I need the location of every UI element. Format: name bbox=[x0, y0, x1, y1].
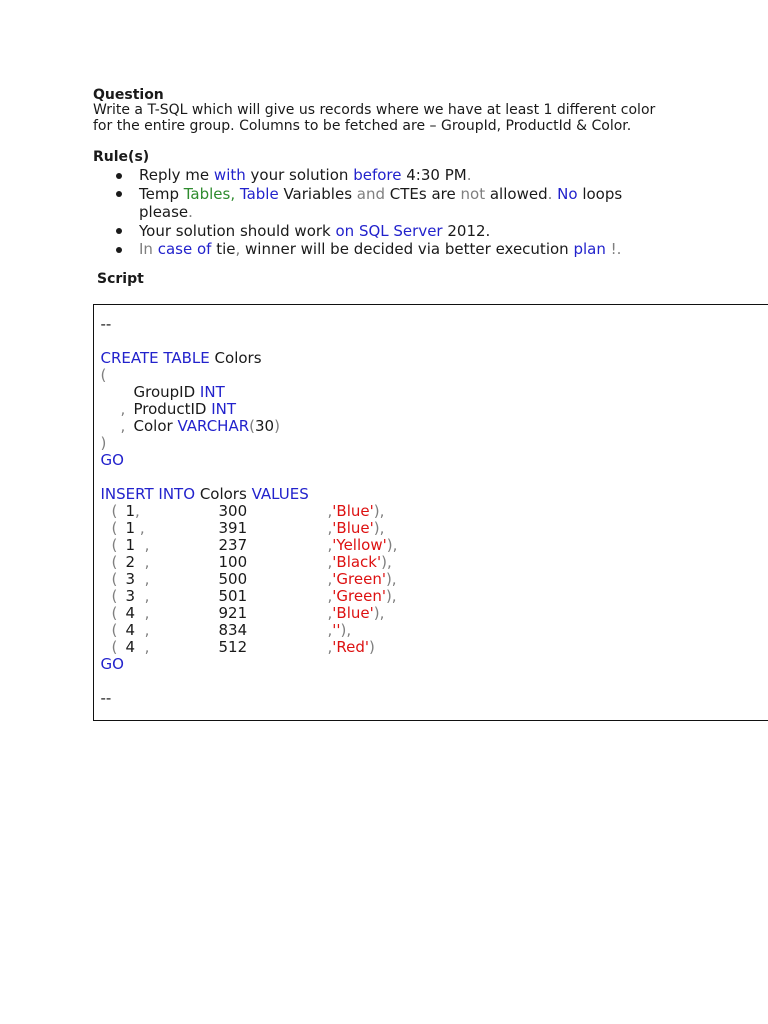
rule-text-segment: with bbox=[213, 166, 246, 184]
row-group-id bbox=[126, 622, 150, 639]
column-length: 30 bbox=[255, 416, 275, 435]
rule-text-segment: your solution bbox=[245, 166, 354, 184]
values-row bbox=[101, 588, 501, 605]
rule-text-segment: Your solution should work bbox=[139, 221, 336, 240]
rule-text-segment: CTEs are bbox=[385, 184, 461, 203]
row-close: ), bbox=[385, 586, 397, 605]
row-color bbox=[328, 588, 397, 605]
length-close-paren: ) bbox=[274, 416, 280, 435]
color-separator: , bbox=[327, 501, 333, 520]
column-definition bbox=[101, 418, 401, 435]
row-close: ), bbox=[386, 535, 398, 554]
values-row bbox=[101, 503, 501, 520]
values-keyword: VALUES bbox=[251, 484, 309, 503]
rule-text-segment: No bbox=[557, 184, 578, 203]
insert-line bbox=[101, 486, 309, 503]
values-row bbox=[101, 605, 501, 622]
open-paren: ( bbox=[100, 365, 107, 384]
color-value: 'Black' bbox=[332, 552, 382, 571]
color-value: 'Blue' bbox=[332, 603, 374, 622]
group-id-separator: , bbox=[135, 552, 150, 571]
row-color bbox=[328, 537, 398, 554]
row-close: ), bbox=[381, 552, 392, 571]
bullet-icon bbox=[116, 247, 122, 253]
rule-text-segment: please bbox=[139, 203, 189, 221]
group-id-separator: , bbox=[135, 637, 150, 656]
table-name: Colors bbox=[199, 484, 247, 503]
color-value: 'Green' bbox=[332, 586, 386, 605]
code-comment-line: -- bbox=[100, 688, 112, 707]
group-id-value: 2 bbox=[125, 552, 136, 571]
bullet-icon bbox=[116, 191, 122, 197]
row-color bbox=[328, 554, 392, 571]
rule-text-segment: winner will be decided via better execution bbox=[240, 240, 574, 258]
column-separator: , bbox=[120, 416, 126, 435]
color-separator: , bbox=[327, 586, 333, 605]
rule-text-segment: allowed bbox=[485, 184, 548, 203]
rule-text-segment: case of bbox=[157, 240, 212, 258]
column-name-type bbox=[134, 401, 237, 418]
row-product-id: 500 bbox=[218, 569, 248, 588]
column-type: INT bbox=[199, 382, 225, 401]
row-open-paren: ( bbox=[111, 569, 118, 588]
column-name-type bbox=[134, 418, 280, 435]
rule-text-segment: on SQL Server bbox=[335, 221, 443, 240]
rule-text-segment: before bbox=[353, 166, 402, 184]
question-text-line: for the entire group. Columns to be fetched are – GroupId, ProductId & Color. bbox=[93, 118, 632, 134]
create-table-line bbox=[101, 350, 262, 367]
values-row bbox=[101, 554, 501, 571]
color-separator: , bbox=[327, 637, 333, 656]
rule-item bbox=[0, 185, 680, 222]
values-row bbox=[101, 520, 501, 537]
script-heading: Script bbox=[97, 271, 144, 287]
rule-text-line bbox=[139, 185, 680, 204]
column-name: ProductID bbox=[133, 399, 207, 418]
rule-text-segment: In bbox=[139, 240, 158, 258]
rule-text-segment: not bbox=[460, 184, 486, 203]
create-table-keyword: CREATE TABLE bbox=[100, 348, 210, 367]
rule-item bbox=[0, 240, 680, 259]
code-comment-line: -- bbox=[100, 314, 112, 333]
row-open-paren: ( bbox=[111, 501, 118, 520]
row-open-paren: ( bbox=[111, 535, 118, 554]
rule-text-segment: Variables bbox=[278, 184, 357, 203]
row-open-paren: ( bbox=[111, 637, 118, 656]
rule-text-line bbox=[139, 166, 680, 185]
group-id-value: 1 bbox=[125, 535, 136, 554]
color-separator: , bbox=[327, 620, 333, 639]
group-id-value: 4 bbox=[125, 620, 136, 639]
column-definition bbox=[101, 401, 401, 418]
row-product-id: 391 bbox=[218, 518, 248, 537]
row-open-paren: ( bbox=[111, 603, 118, 622]
script-code-box bbox=[93, 304, 768, 721]
row-group-id bbox=[126, 503, 140, 520]
values-row bbox=[101, 622, 501, 639]
group-id-separator: , bbox=[135, 620, 150, 639]
rule-text-segment: . bbox=[547, 184, 558, 203]
rule-text-segment: . bbox=[188, 203, 193, 221]
color-value: 'Green' bbox=[332, 569, 386, 588]
row-group-id bbox=[126, 520, 145, 537]
rules-list bbox=[0, 166, 680, 259]
rule-text-segment: 4:30 PM bbox=[401, 166, 467, 184]
color-value: 'Red' bbox=[332, 637, 370, 656]
rules-heading: Rule(s) bbox=[93, 149, 150, 165]
rule-text-segment: tie bbox=[211, 240, 236, 258]
group-id-value: 4 bbox=[125, 603, 136, 622]
row-color bbox=[328, 520, 385, 537]
group-id-separator: , bbox=[135, 603, 150, 622]
group-id-value: 3 bbox=[125, 586, 136, 605]
row-product-id: 300 bbox=[218, 501, 248, 520]
row-color bbox=[328, 639, 375, 656]
row-product-id: 921 bbox=[218, 603, 248, 622]
values-row bbox=[101, 639, 501, 656]
rule-text-segment: loops bbox=[577, 184, 623, 203]
rule-text-segment: plan bbox=[573, 240, 611, 258]
row-product-id: 834 bbox=[218, 620, 248, 639]
row-close: ), bbox=[373, 603, 385, 622]
rule-text-segment: , bbox=[235, 240, 241, 258]
row-open-paren: ( bbox=[111, 552, 118, 571]
group-id-separator: , bbox=[135, 518, 145, 537]
rule-text-line bbox=[139, 203, 680, 222]
row-open-paren: ( bbox=[111, 620, 118, 639]
bullet-icon bbox=[116, 228, 122, 234]
row-close: ), bbox=[340, 620, 352, 639]
rule-text-segment: . bbox=[466, 166, 472, 184]
rule-text-segment: Table bbox=[239, 184, 279, 203]
color-value: 'Blue' bbox=[332, 501, 374, 520]
group-id-separator: , bbox=[135, 535, 150, 554]
column-separator: , bbox=[120, 399, 126, 418]
column-type: INT bbox=[211, 399, 237, 418]
rule-text-segment: !. bbox=[610, 240, 622, 258]
column-type: VARCHAR bbox=[177, 416, 250, 435]
color-separator: , bbox=[327, 535, 333, 554]
row-product-id: 100 bbox=[218, 552, 248, 571]
bullet-icon bbox=[116, 173, 122, 179]
group-id-separator: , bbox=[135, 586, 150, 605]
color-separator: , bbox=[327, 569, 333, 588]
sql-script bbox=[101, 316, 768, 711]
group-id-separator: , bbox=[135, 501, 140, 520]
row-close: ), bbox=[373, 501, 385, 520]
row-color bbox=[328, 571, 397, 588]
row-product-id: 237 bbox=[218, 535, 248, 554]
length-open-paren: ( bbox=[249, 416, 255, 435]
row-color bbox=[328, 503, 385, 520]
rule-text-segment: Temp bbox=[139, 184, 184, 203]
row-group-id bbox=[126, 588, 150, 605]
color-separator: , bbox=[327, 603, 333, 622]
row-group-id bbox=[126, 537, 150, 554]
group-id-value: 1 bbox=[125, 518, 136, 537]
row-close: ), bbox=[385, 569, 397, 588]
color-value: '' bbox=[332, 620, 341, 639]
row-color bbox=[328, 605, 385, 622]
rule-text-line bbox=[139, 222, 680, 241]
values-row bbox=[101, 571, 501, 588]
rule-item bbox=[0, 222, 680, 241]
close-paren: ) bbox=[100, 433, 107, 452]
values-row bbox=[101, 537, 501, 554]
go-keyword: GO bbox=[100, 450, 124, 469]
column-definition bbox=[134, 384, 225, 401]
rule-text-segment: Reply me bbox=[139, 166, 214, 184]
column-name: GroupID bbox=[133, 382, 196, 401]
insert-keyword: INSERT INTO bbox=[100, 484, 196, 503]
table-name: Colors bbox=[214, 348, 262, 367]
group-id-value: 4 bbox=[125, 637, 136, 656]
row-close: ), bbox=[373, 518, 385, 537]
question-heading: Question bbox=[93, 87, 164, 103]
go-keyword: GO bbox=[100, 654, 124, 673]
row-product-id: 501 bbox=[218, 586, 248, 605]
row-group-id bbox=[126, 571, 150, 588]
rule-text-segment: and bbox=[356, 184, 386, 203]
group-id-separator: , bbox=[135, 569, 150, 588]
row-color bbox=[328, 622, 352, 639]
color-value: 'Blue' bbox=[332, 518, 374, 537]
row-group-id bbox=[126, 639, 150, 656]
row-open-paren: ( bbox=[111, 518, 118, 537]
rule-item bbox=[0, 166, 680, 185]
question-text-line: Write a T-SQL which will give us records where we have at least 1 different color bbox=[93, 102, 656, 118]
rule-text-line bbox=[139, 240, 680, 259]
group-id-value: 1 bbox=[125, 501, 136, 520]
row-group-id bbox=[126, 554, 150, 571]
column-name: Color bbox=[133, 416, 173, 435]
rule-text-segment: 2012. bbox=[442, 221, 491, 240]
rule-text-segment: Tables, bbox=[183, 184, 240, 203]
row-open-paren: ( bbox=[111, 586, 118, 605]
color-value: 'Yellow' bbox=[332, 535, 387, 554]
row-product-id: 512 bbox=[218, 637, 248, 656]
color-separator: , bbox=[327, 552, 333, 571]
group-id-value: 3 bbox=[125, 569, 136, 588]
row-group-id bbox=[126, 605, 150, 622]
color-separator: , bbox=[327, 518, 333, 537]
row-close: ) bbox=[369, 637, 375, 656]
